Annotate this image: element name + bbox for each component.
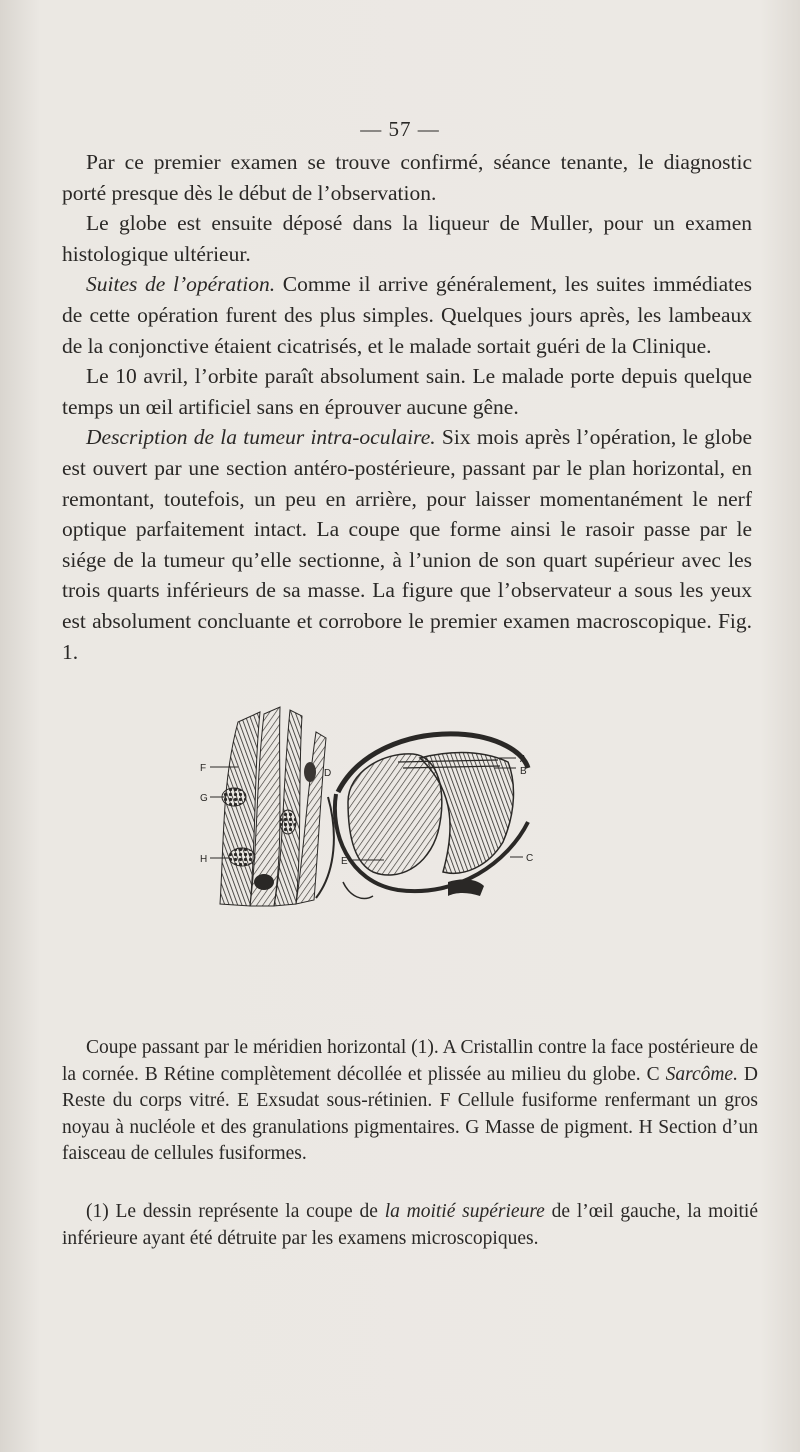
footnote-part-1: (1) Le dessin représente la coupe de	[86, 1201, 385, 1222]
label-h: H	[200, 854, 208, 865]
paragraph-5-text: Six mois après l’opération, le globe est ouvert par une section antéro-postérieure, passant par le plan horizontal, en remontant, toutefois, un peu en arrière, pour laisser momentanément le nerf optique parfaitement intact. La coupe que forme ainsi le rasoir passe par le siége de la tumeur qu’elle sectionne, à l’union de son quart supérieur avec les trois quarts inférieurs de sa masse. La figure que l’observateur a sous les yeux est absolument concluante et corrobore le premier examen macroscopique. Fig. 1.	[62, 425, 752, 664]
label-d: D	[324, 768, 332, 779]
paragraph-3-text: Comme il arrive généralement, les suites immédiates de cette opération furent des plus simples. Quelques jours après, les lambeaux de la conjonctive étaient cicatrisés, et le malade sortait guéri de la Clinique.	[62, 272, 753, 358]
footnote	[62, 1199, 758, 1252]
footnote-part-2: de l’œil gauche, la moitié inférieure ayant été détruite par les examens microscopiques.	[62, 1201, 758, 1249]
footnote-text	[62, 1199, 758, 1252]
page-number: — 57 —	[360, 117, 440, 141]
paragraph-5	[62, 422, 752, 667]
body-text	[62, 147, 752, 667]
caption-text	[62, 1035, 758, 1168]
label-e: E	[341, 856, 348, 867]
label-a: A	[520, 754, 527, 765]
caption-part-1: Coupe passant par le méridien horizontal (1). A Cristallin contre la face postérieure de la cornée. B Rétine complètement décollée et plissée au milieu du globe. C	[62, 1037, 758, 1085]
label-c: C	[526, 853, 534, 864]
label-g: G	[200, 793, 208, 804]
caption-part-2: D Reste du corps vitré. E Exsudat sous-rétinien. F Cellule fusiforme renfermant un gros noyau à nucléole et des granulations pigmentaires. G Masse de pigment. H Section d’un faisceau de cellules fusiformes.	[62, 1063, 758, 1164]
figure-caption	[62, 1035, 758, 1168]
caption-italic-sarcome: Sarcôme.	[665, 1063, 738, 1085]
section-title-suites: Suites de l’opération.	[86, 272, 276, 297]
section-title-description: Description de la tumeur intra-oculaire.	[86, 425, 436, 450]
paragraph-4: Le 10 avril, l’orbite paraît absolument sain. Le malade porte depuis quelque temps un œil artificiel sans en éprouver aucune gêne.	[62, 364, 752, 419]
paragraph-2: Le globe est ensuite déposé dans la liqueur de Muller, pour un examen histologique ultérieur.	[62, 211, 752, 266]
paragraph-1: Par ce premier examen se trouve confirmé, séance tenante, le diagnostic porté presque dès le début de l’observation.	[62, 150, 752, 205]
eye-section-illustration	[198, 692, 538, 927]
label-f: F	[200, 763, 207, 774]
paragraph-3	[62, 269, 752, 361]
eye-globe	[316, 734, 528, 899]
cell-drawings	[220, 707, 326, 906]
footnote-italic: la moitié supérieure	[384, 1201, 545, 1222]
label-b: B	[520, 766, 527, 777]
figure-1-eye-section	[198, 692, 538, 927]
